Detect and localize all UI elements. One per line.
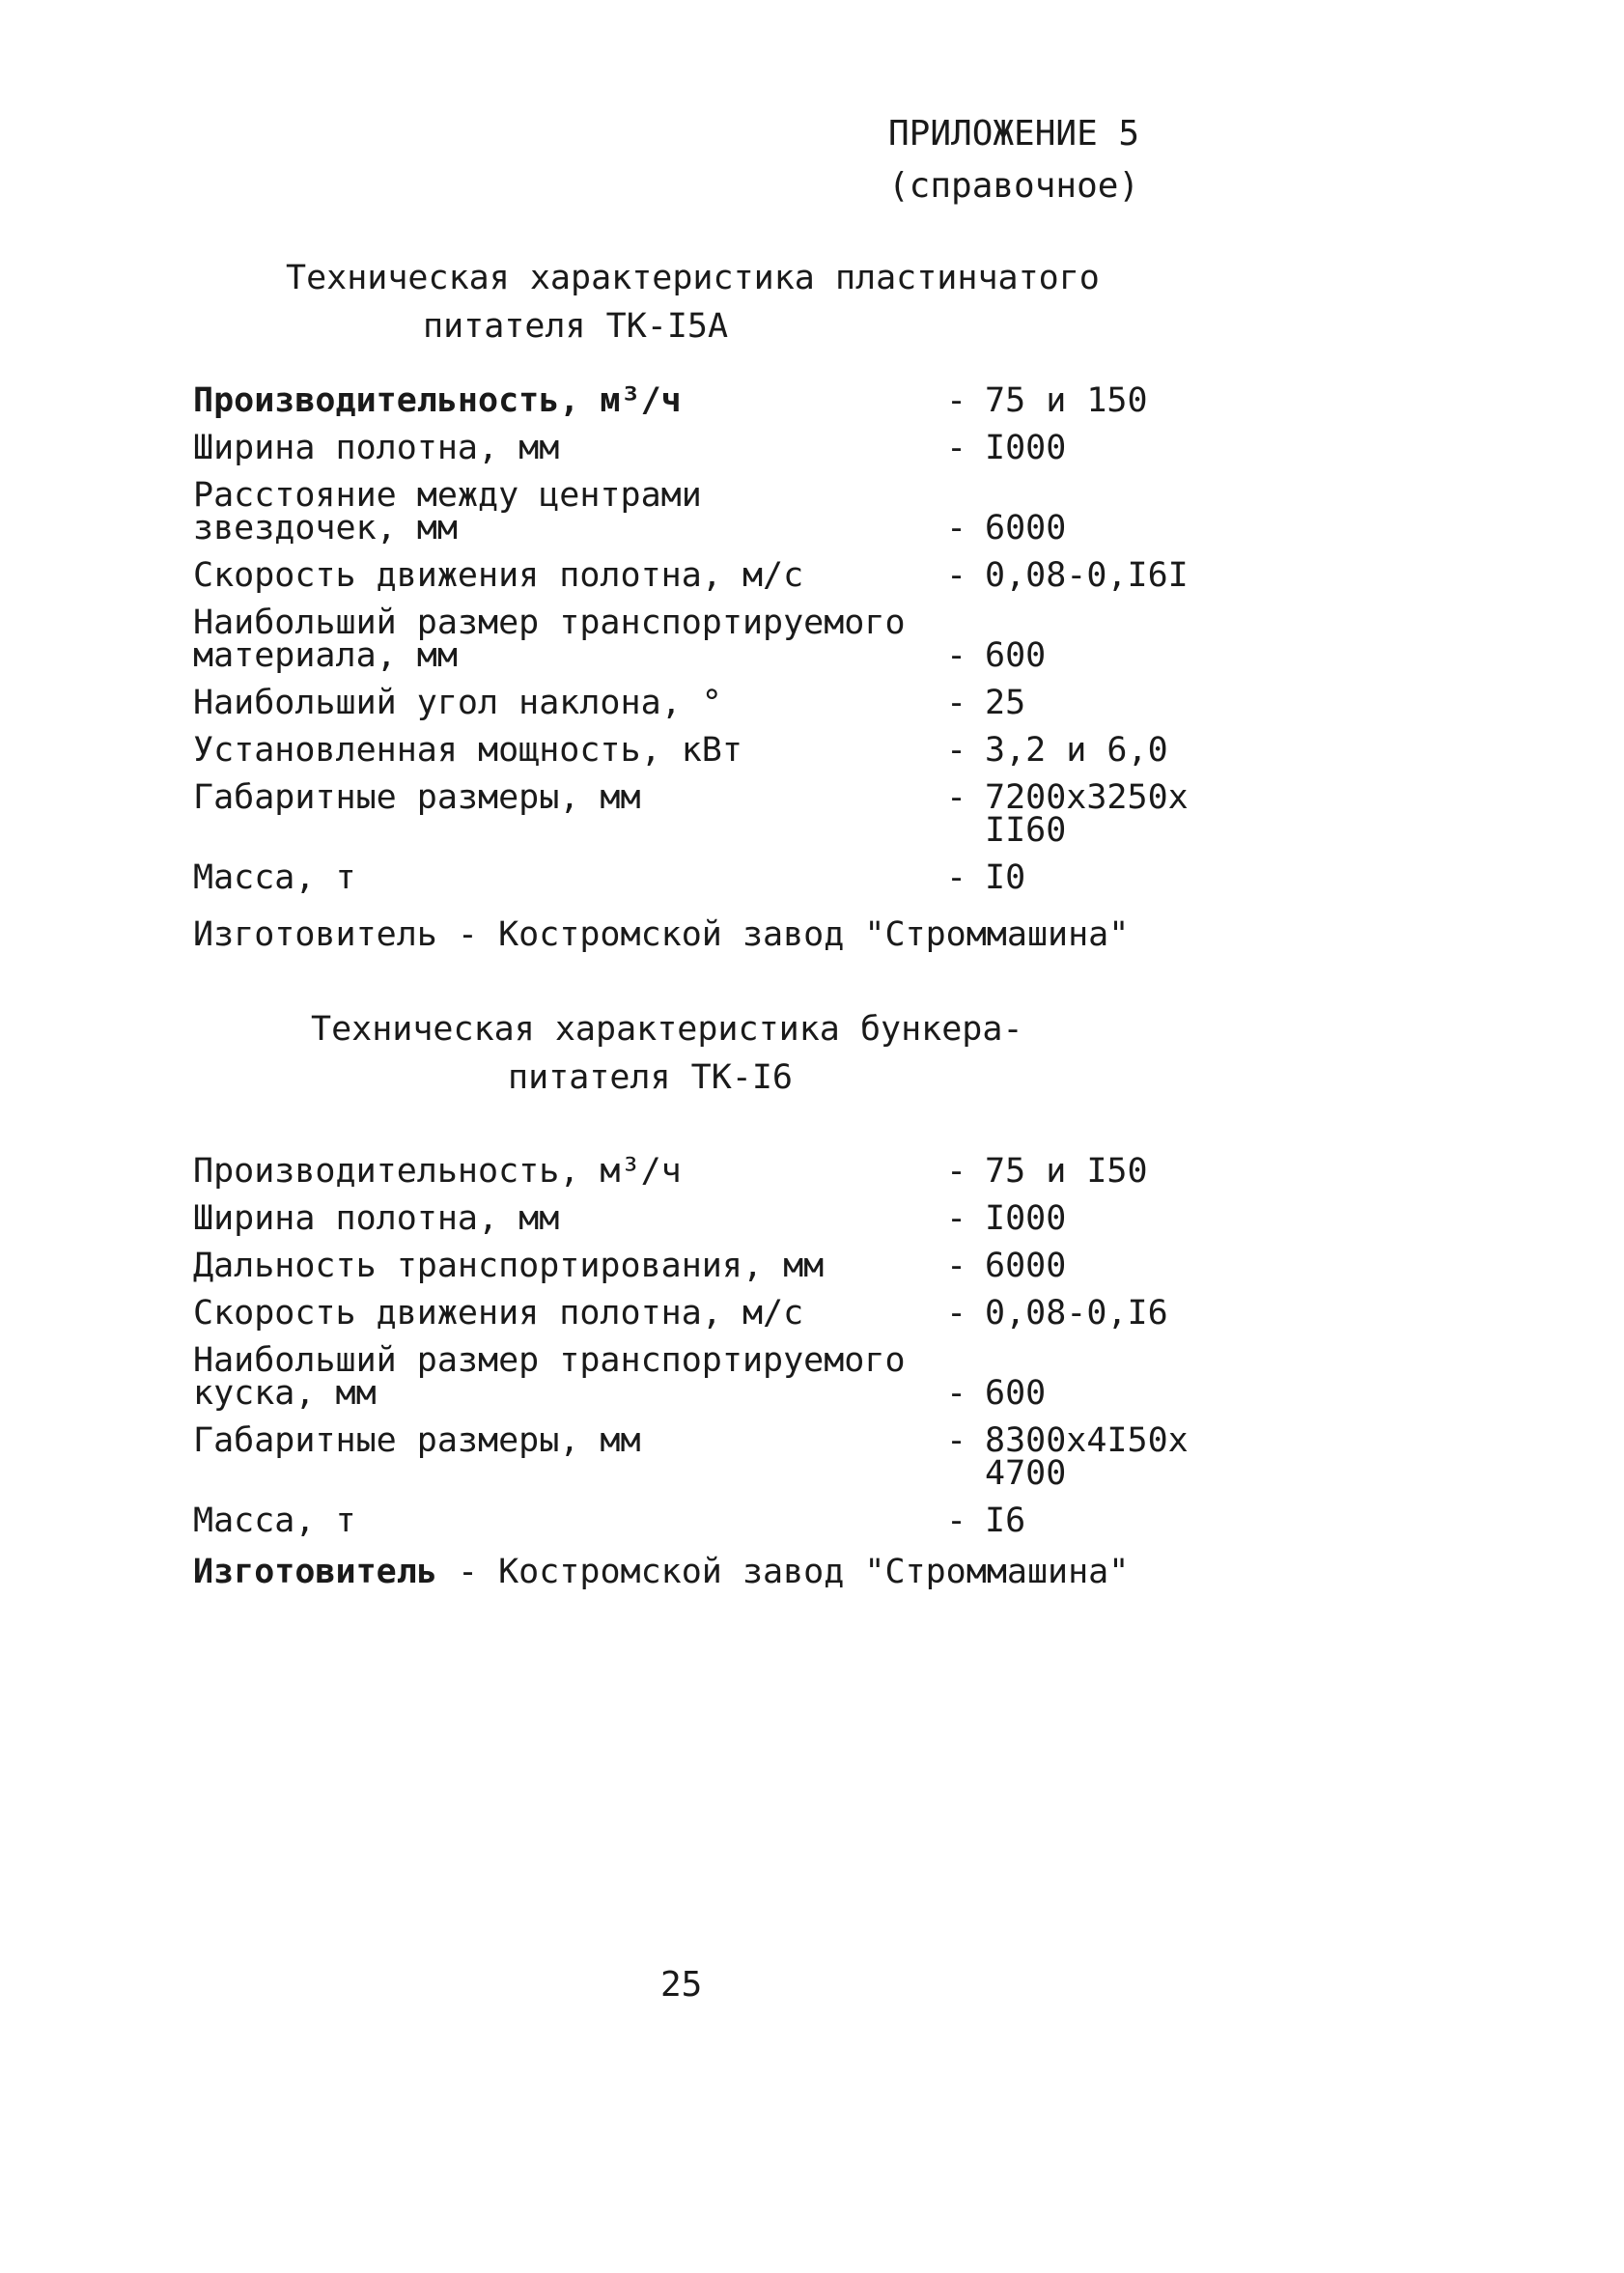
spec-value: 600 bbox=[985, 636, 1047, 675]
spec-label: Наибольший размер транспортируемого куска, мм bbox=[193, 1341, 906, 1413]
spec-value: 0,08-0,I6 bbox=[985, 1294, 1168, 1333]
spec-label: Наибольший размер транспортируемого материала, мм bbox=[193, 603, 906, 675]
spec-label: Установленная мощность, кВт bbox=[193, 731, 742, 770]
section1-title-line1: Техническая характеристика пластинчатого bbox=[286, 259, 1100, 297]
spec-row: Установленная мощность, кВт - 3,2 и 6,0 bbox=[193, 731, 1168, 770]
spec-label: Ширина полотна, мм bbox=[193, 1199, 560, 1238]
spec-label: Скорость движения полотна, м/с bbox=[193, 556, 804, 595]
spec-label: Производительность, м³/ч bbox=[193, 1152, 682, 1191]
appendix-note: (справочное) bbox=[888, 166, 1140, 206]
spec-row: Наибольший угол наклона, ° - 25 bbox=[193, 684, 1026, 722]
section1-title-line2: питателя ТК-I5А bbox=[423, 307, 729, 346]
spec-label: Расстояние между центрами звездочек, мм bbox=[193, 476, 702, 547]
spec-value: 25 bbox=[985, 684, 1026, 722]
manufacturer-label: Изготовитель bbox=[193, 1553, 437, 1591]
spec-value: 6000 bbox=[985, 509, 1067, 547]
spec-value: I6 bbox=[985, 1501, 1026, 1540]
section2-spec-list bbox=[193, 1152, 1255, 1540]
spec-row: Производительность, м³/ч - 75 и 150 bbox=[193, 381, 1148, 420]
spec-row: Дальность транспортирования, мм - 6000 bbox=[193, 1247, 1067, 1285]
spec-row: Ширина полотна, мм - I000 bbox=[193, 429, 1067, 467]
spec-label: Масса, т bbox=[193, 858, 356, 897]
spec-value: 7200х3250х II60 bbox=[985, 778, 1189, 850]
spec-label: Производительность, м³/ч bbox=[193, 381, 682, 420]
spec-value: 75 и 150 bbox=[985, 381, 1148, 420]
spec-row: Скорость движения полотна, м/с - 0,08-0,I6I bbox=[193, 556, 1189, 595]
spec-value: 0,08-0,I6I bbox=[985, 556, 1189, 595]
section1-manufacturer: Изготовитель - Костромской завод "Строммашина" bbox=[193, 915, 1130, 954]
section2-manufacturer bbox=[193, 1553, 1129, 1591]
spec-row: Наибольший размер транспортируемого куска, мм - 600 bbox=[193, 1341, 1047, 1413]
spec-value: 600 bbox=[985, 1374, 1047, 1413]
spec-value: I000 bbox=[985, 429, 1067, 467]
spec-value: I0 bbox=[985, 858, 1026, 897]
spec-value: I000 bbox=[985, 1199, 1067, 1238]
spec-label: Габаритные размеры, мм bbox=[193, 778, 641, 817]
spec-row: Производительность, м³/ч - 75 и I50 bbox=[193, 1152, 1148, 1191]
spec-row: Масса, т - I0 bbox=[193, 858, 1026, 897]
spec-label: Ширина полотна, мм bbox=[193, 429, 560, 467]
spec-row: Расстояние между центрами звездочек, мм - 6000 bbox=[193, 476, 1067, 547]
section2-title-line1: Техническая характеристика бункера- bbox=[311, 1010, 1023, 1049]
spec-value: 6000 bbox=[985, 1247, 1067, 1285]
spec-value: 8300х4I50х 4700 bbox=[985, 1421, 1189, 1493]
section1-spec-list bbox=[193, 381, 1255, 897]
spec-row: Скорость движения полотна, м/с - 0,08-0,I6 bbox=[193, 1294, 1168, 1333]
spec-label: Наибольший угол наклона, ° bbox=[193, 684, 722, 722]
appendix-title: ПРИЛОЖЕНИЕ 5 bbox=[888, 114, 1140, 154]
manufacturer-text: - Костромской завод "Строммашина" bbox=[436, 1553, 1130, 1591]
spec-label: Габаритные размеры, мм bbox=[193, 1421, 641, 1460]
spec-label: Масса, т bbox=[193, 1501, 356, 1540]
spec-row: Габаритные размеры, мм - 8300х4I50х 4700 bbox=[193, 1421, 1189, 1493]
spec-label: Скорость движения полотна, м/с bbox=[193, 1294, 804, 1333]
appendix-header bbox=[888, 108, 1139, 212]
section2-title-line2: питателя ТК-I6 bbox=[508, 1058, 794, 1097]
spec-value: 75 и I50 bbox=[985, 1152, 1148, 1191]
page-number: 25 bbox=[660, 1965, 703, 2005]
spec-row: Габаритные размеры, мм - 7200х3250х II60 bbox=[193, 778, 1189, 850]
spec-row: Ширина полотна, мм - I000 bbox=[193, 1199, 1067, 1238]
spec-row: Наибольший размер транспортируемого материала, мм - 600 bbox=[193, 603, 1047, 675]
spec-value: 3,2 и 6,0 bbox=[985, 731, 1168, 770]
spec-row: Масса, т - I6 bbox=[193, 1501, 1026, 1540]
spec-label: Дальность транспортирования, мм bbox=[193, 1247, 825, 1285]
